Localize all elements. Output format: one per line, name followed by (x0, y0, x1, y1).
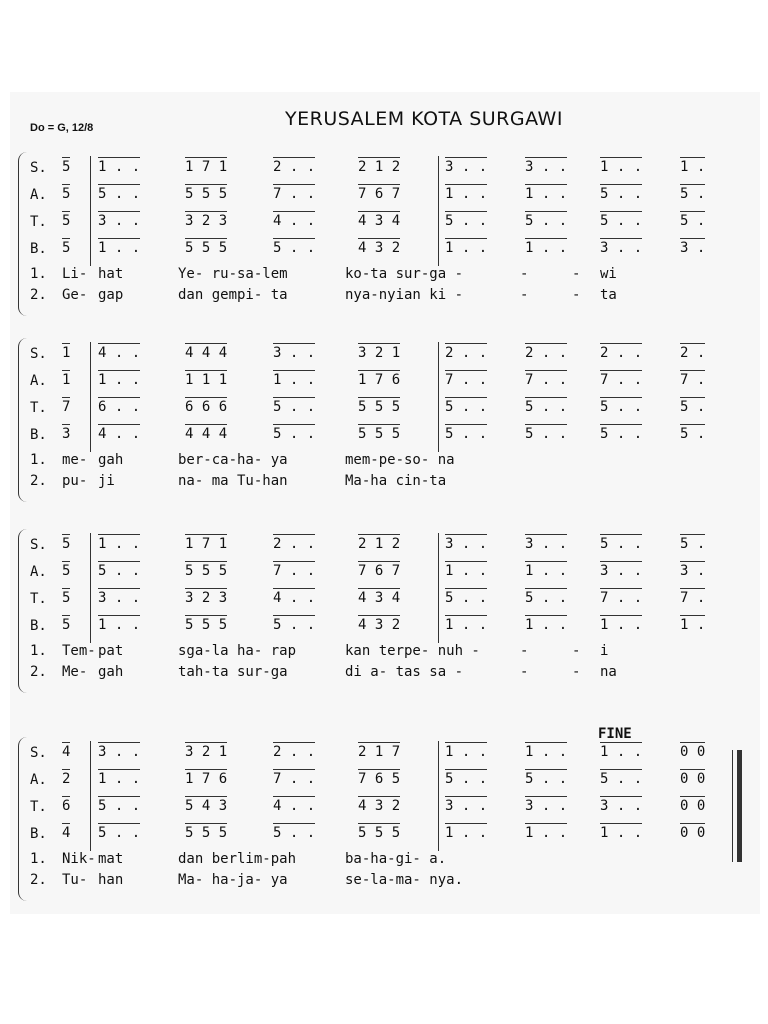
lyric-syllable: - (520, 266, 529, 282)
note-group: 5 . . (600, 399, 643, 415)
verse-number: 2. (30, 872, 47, 888)
note-group: 1 . . (600, 617, 643, 633)
note-group: 5 . (680, 426, 706, 442)
note-group: 5 (62, 563, 71, 579)
lyric-syllable: - (572, 643, 581, 659)
note-group: 5 5 5 (185, 186, 228, 202)
note-group: 3 . . (600, 563, 643, 579)
verse-number: 1. (30, 643, 47, 659)
note-group: 5 . . (445, 771, 488, 787)
verse-number: 2. (30, 473, 47, 489)
note-group: 2 . . (273, 159, 316, 175)
note-group: 2 1 2 (358, 159, 401, 175)
note-group: 5 (62, 590, 71, 606)
lyric-syllable: wi (600, 266, 617, 282)
note-group: 5 . . (525, 590, 568, 606)
note-group: 1 . . (445, 617, 488, 633)
note-group: 5 (62, 617, 71, 633)
note-group: 6 . . (98, 399, 141, 415)
note-group: 7 . . (273, 563, 316, 579)
voice-part-label: A. (30, 373, 47, 389)
note-group: 4 . . (273, 213, 316, 229)
note-group: 5 . . (600, 426, 643, 442)
note-group: 2 1 7 (358, 744, 401, 760)
lyric-syllable: han (98, 872, 124, 888)
voice-part-label: A. (30, 187, 47, 203)
lyric-syllable: - (572, 287, 581, 303)
note-group: 1 . . (525, 240, 568, 256)
note-group: 2 . . (445, 345, 488, 361)
bar-line (90, 741, 91, 851)
note-group: 5 . (680, 536, 706, 552)
lyric-syllable: gap (98, 287, 124, 303)
note-group: 6 6 6 (185, 399, 228, 415)
note-group: 4 3 4 (358, 590, 401, 606)
note-group: 3 . (680, 563, 706, 579)
note-group: 5 . . (600, 771, 643, 787)
note-group: 4 (62, 744, 71, 760)
note-group: 7 . . (525, 372, 568, 388)
note-group: 3 . . (445, 536, 488, 552)
note-group: 1 . . (525, 825, 568, 841)
lyric-syllable: Ye- ru-sa-lem (178, 266, 288, 282)
note-group: 5 . . (98, 563, 141, 579)
note-group: 3 . . (98, 213, 141, 229)
system-brace (18, 529, 28, 693)
bar-line (90, 156, 91, 266)
lyric-syllable: hat (98, 266, 124, 282)
note-group: 5 5 5 (185, 617, 228, 633)
note-group: 3 . (680, 240, 706, 256)
note-group: 1 . . (525, 563, 568, 579)
bar-line (90, 342, 91, 452)
note-group: 5 5 5 (358, 426, 401, 442)
note-group: 3 2 3 (185, 213, 228, 229)
note-group: 5 . (680, 213, 706, 229)
lyric-syllable: tah-ta sur-ga (178, 664, 288, 680)
note-group: 1 . . (445, 186, 488, 202)
note-group: 3 . . (525, 159, 568, 175)
verse-number: 1. (30, 851, 47, 867)
note-group: 4 . . (273, 798, 316, 814)
note-group: 3 . . (98, 744, 141, 760)
note-group: 5 . . (273, 426, 316, 442)
note-group: 5 . . (525, 426, 568, 442)
lyric-syllable: Tu- (62, 872, 88, 888)
note-group: 7 . . (600, 590, 643, 606)
note-group: 3 . . (525, 798, 568, 814)
final-barline-thin (732, 750, 733, 862)
note-group: 1 . . (525, 744, 568, 760)
voice-part-label: T. (30, 400, 47, 416)
note-group: 1 7 1 (185, 536, 228, 552)
note-group: 3 . . (273, 345, 316, 361)
note-group: 6 (62, 798, 71, 814)
note-group: 5 5 5 (358, 825, 401, 841)
verse-number: 1. (30, 266, 47, 282)
note-group: 0 0 (680, 825, 706, 841)
verse-number: 2. (30, 287, 47, 303)
lyric-syllable: kan terpe- nuh - (345, 643, 480, 659)
bar-line (438, 156, 439, 266)
voice-part-label: B. (30, 427, 47, 443)
note-group: 1 . . (600, 159, 643, 175)
note-group: 1 . . (98, 617, 141, 633)
note-group: 5 . (680, 186, 706, 202)
note-group: 1 7 6 (185, 771, 228, 787)
note-group: 5 . . (445, 426, 488, 442)
note-group: 5 . . (98, 825, 141, 841)
note-group: 1 . . (445, 825, 488, 841)
note-group: 4 3 2 (358, 798, 401, 814)
note-group: 2 . . (273, 536, 316, 552)
note-group: 2 . . (273, 744, 316, 760)
note-group: 5 . . (600, 536, 643, 552)
note-group: 0 0 (680, 744, 706, 760)
note-group: 7 . . (600, 372, 643, 388)
note-group: 5 . . (445, 590, 488, 606)
fine-marker: FINE (598, 726, 632, 742)
note-group: 5 (62, 240, 71, 256)
note-group: 7 6 5 (358, 771, 401, 787)
lyric-syllable: me- (62, 452, 88, 468)
note-group: 1 7 6 (358, 372, 401, 388)
note-group: 1 1 1 (185, 372, 228, 388)
note-group: 1 . . (525, 186, 568, 202)
note-group: 1 7 1 (185, 159, 228, 175)
note-group: 1 . . (445, 563, 488, 579)
lyric-syllable: - (572, 266, 581, 282)
voice-part-label: T. (30, 214, 47, 230)
note-group: 2 (62, 771, 71, 787)
voice-part-label: S. (30, 346, 47, 362)
voice-part-label: S. (30, 745, 47, 761)
note-group: 7 . . (445, 372, 488, 388)
note-group: 4 3 2 (358, 617, 401, 633)
lyric-syllable: ji (98, 473, 115, 489)
note-group: 3 2 1 (185, 744, 228, 760)
lyric-syllable: mem-pe-so- na (345, 452, 455, 468)
note-group: 5 . . (525, 771, 568, 787)
note-group: 1 . . (98, 372, 141, 388)
verse-number: 1. (30, 452, 47, 468)
verse-number: 2. (30, 664, 47, 680)
note-group: 2 . (680, 345, 706, 361)
lyric-syllable: pu- (62, 473, 88, 489)
note-group: 4 . . (98, 426, 141, 442)
bar-line (90, 533, 91, 643)
lyric-syllable: Me- (62, 664, 88, 680)
note-group: 5 5 5 (185, 240, 228, 256)
lyric-syllable: ko-ta sur-ga - (345, 266, 464, 282)
note-group: 5 . . (273, 825, 316, 841)
note-group: 4 4 4 (185, 345, 228, 361)
lyric-syllable: sga-la ha- rap (178, 643, 297, 659)
lyric-syllable: Li- (62, 266, 88, 282)
note-group: 7 . (680, 372, 706, 388)
note-group: 7 6 7 (358, 563, 401, 579)
song-title: YERUSALEM KOTA SURGAWI (285, 108, 563, 130)
voice-part-label: B. (30, 826, 47, 842)
note-group: 5 . . (273, 399, 316, 415)
note-group: 5 . . (600, 213, 643, 229)
note-group: 5 5 5 (185, 825, 228, 841)
lyric-syllable: na- ma Tu-han (178, 473, 288, 489)
voice-part-label: B. (30, 241, 47, 257)
note-group: 1 . . (273, 372, 316, 388)
note-group: 5 5 5 (358, 399, 401, 415)
note-group: 3 . . (445, 159, 488, 175)
lyric-syllable: dan gempi- ta (178, 287, 288, 303)
note-group: 3 . . (600, 240, 643, 256)
note-group: 3 . . (445, 798, 488, 814)
note-group: 1 . . (98, 159, 141, 175)
lyric-syllable: i (600, 643, 609, 659)
voice-part-label: S. (30, 160, 47, 176)
note-group: 4 (62, 825, 71, 841)
note-group: 4 . . (273, 590, 316, 606)
note-group: 3 (62, 426, 71, 442)
lyric-syllable: di a- tas sa - (345, 664, 464, 680)
note-group: 7 . . (273, 186, 316, 202)
note-group: 4 4 4 (185, 426, 228, 442)
voice-part-label: B. (30, 618, 47, 634)
lyric-syllable: - (520, 287, 529, 303)
system-brace (18, 338, 28, 502)
note-group: 1 . . (98, 771, 141, 787)
note-group: 1 (62, 372, 71, 388)
note-group: 5 . . (600, 186, 643, 202)
note-group: 5 . . (445, 399, 488, 415)
note-group: 7 (62, 399, 71, 415)
final-barline-thick (737, 750, 742, 862)
note-group: 7 6 7 (358, 186, 401, 202)
bar-line (438, 741, 439, 851)
note-group: 5 4 3 (185, 798, 228, 814)
system-brace (18, 737, 28, 901)
note-group: 4 3 2 (358, 240, 401, 256)
note-group: 5 . . (525, 213, 568, 229)
note-group: 1 . . (600, 825, 643, 841)
note-group: 2 . . (600, 345, 643, 361)
note-group: 5 . . (445, 213, 488, 229)
note-group: 5 (62, 159, 71, 175)
note-group: 5 (62, 186, 71, 202)
note-group: 1 . (680, 617, 706, 633)
note-group: 5 (62, 536, 71, 552)
note-group: 5 5 5 (185, 563, 228, 579)
note-group: 3 . . (525, 536, 568, 552)
note-group: 7 . . (273, 771, 316, 787)
note-group: 5 . . (273, 617, 316, 633)
lyric-syllable: - (572, 664, 581, 680)
note-group: 3 . . (98, 590, 141, 606)
lyric-syllable: ber-ca-ha- ya (178, 452, 288, 468)
lyric-syllable: gah (98, 452, 124, 468)
note-group: 5 . . (98, 798, 141, 814)
note-group: 5 . . (273, 240, 316, 256)
note-group: 3 . . (600, 798, 643, 814)
note-group: 3 2 1 (358, 345, 401, 361)
note-group: 1 . . (525, 617, 568, 633)
note-group: 4 3 4 (358, 213, 401, 229)
note-group: 1 . . (98, 240, 141, 256)
lyric-syllable: Tem- (62, 643, 96, 659)
lyric-syllable: Ge- (62, 287, 88, 303)
lyric-syllable: ta (600, 287, 617, 303)
lyric-syllable: na (600, 664, 617, 680)
note-group: 4 . . (98, 345, 141, 361)
note-group: 1 . . (600, 744, 643, 760)
voice-part-label: A. (30, 772, 47, 788)
system-brace (18, 152, 28, 316)
note-group: 3 2 3 (185, 590, 228, 606)
lyric-syllable: gah (98, 664, 124, 680)
voice-part-label: T. (30, 591, 47, 607)
note-group: 2 1 2 (358, 536, 401, 552)
lyric-syllable: Ma- ha-ja- ya (178, 872, 288, 888)
note-group: 1 . . (445, 240, 488, 256)
lyric-syllable: - (520, 664, 529, 680)
voice-part-label: S. (30, 537, 47, 553)
note-group: 1 . . (445, 744, 488, 760)
lyric-syllable: nya-nyian ki - (345, 287, 464, 303)
note-group: 1 . . (98, 536, 141, 552)
lyric-syllable: pat (98, 643, 124, 659)
note-group: 7 . (680, 590, 706, 606)
bar-line (438, 342, 439, 452)
lyric-syllable: - (520, 643, 529, 659)
note-group: 5 . . (525, 399, 568, 415)
note-group: 5 . . (98, 186, 141, 202)
key-signature: Do = G, 12/8 (30, 122, 94, 134)
bar-line (438, 533, 439, 643)
note-group: 0 0 (680, 771, 706, 787)
lyric-syllable: Ma-ha cin-ta (345, 473, 447, 489)
note-group: 1 (62, 345, 71, 361)
note-group: 5 (62, 213, 71, 229)
lyric-syllable: mat (98, 851, 124, 867)
note-group: 2 . . (525, 345, 568, 361)
note-group: 1 . (680, 159, 706, 175)
note-group: 0 0 (680, 798, 706, 814)
lyric-syllable: ba-ha-gi- a. (345, 851, 447, 867)
voice-part-label: T. (30, 799, 47, 815)
lyric-syllable: se-la-ma- nya. (345, 872, 464, 888)
note-group: 5 . (680, 399, 706, 415)
lyric-syllable: dan berlim-pah (178, 851, 297, 867)
lyric-syllable: Nik- (62, 851, 96, 867)
voice-part-label: A. (30, 564, 47, 580)
